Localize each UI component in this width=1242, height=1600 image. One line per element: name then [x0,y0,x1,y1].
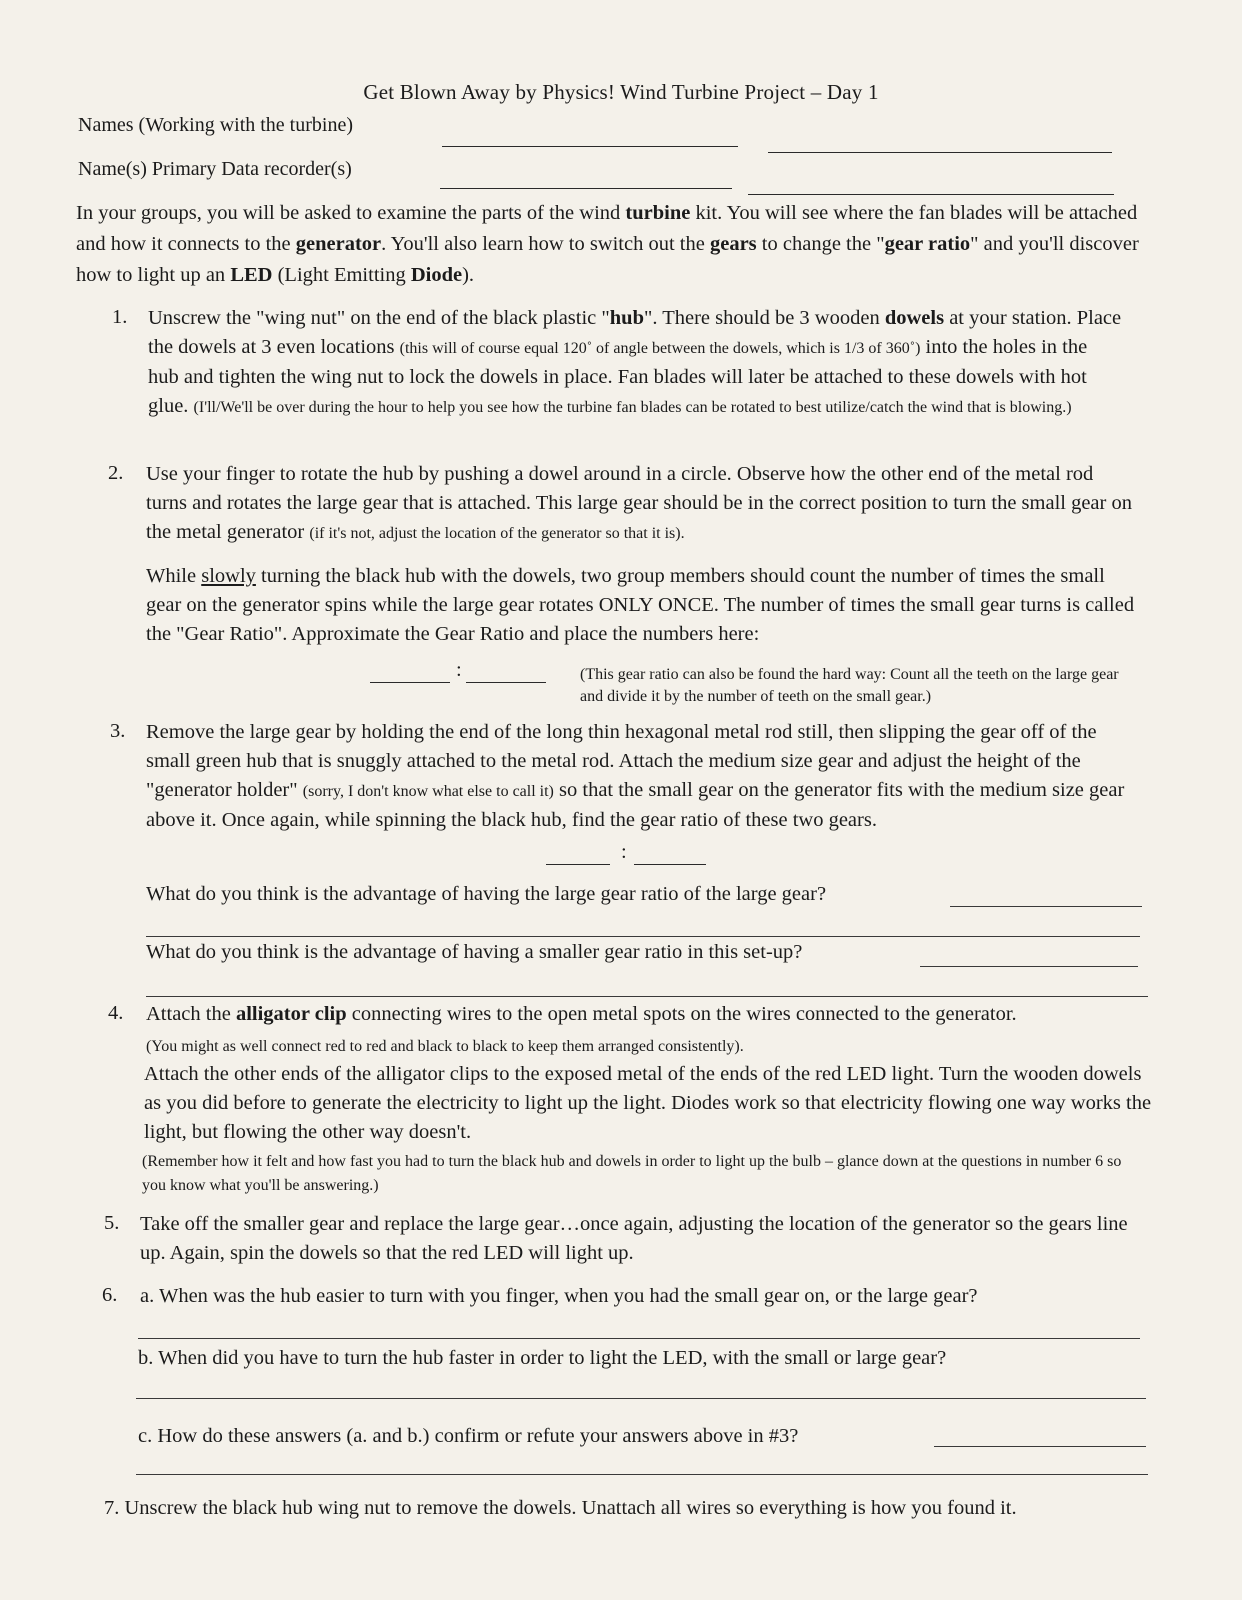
answer-line-6c-1[interactable] [934,1446,1146,1447]
names-blank-2[interactable] [768,152,1112,153]
step-3-question-2: What do you think is the advantage of having a smaller gear ratio in this set-up? [146,941,803,963]
step-7-text: 7. Unscrew the black hub wing nut to remove the dowels. Unattach all wires so everything is how you found it. [104,1497,1017,1519]
step-1-number: 1. [112,306,128,328]
step-1-text: Unscrew the "wing nut" on the end of the black plastic "hub". There should be 3 wooden dowels at your station. Place the dowels at 3 even locations (this will of course equal 120˚ of angle between the dowels, which is 1/3 of 360˚) into the holes in the hub and tighten the wing nut to lock the dowels in place. Fan blades will later be attached to these dowels with hot glue. (I'll/We'll be over during the hour to help you see how the turbine fan blades can be rotated to best utilize/catch the wind that is blowing.) [148,307,1122,417]
gear-ratio-blank-2[interactable] [466,682,546,683]
answer-line-6a[interactable] [138,1338,1140,1339]
step-4-text: Attach the other ends of the alligator clips to the exposed metal of the ends of the red LED light. Turn the wooden dowels as you did before to generate the electricity to light up the light. Diodes work so that electricity flowing one way works the light, but flowing the other way doesn't. [144,1063,1152,1143]
recorder-blank-2[interactable] [748,194,1114,195]
answer-line-6c-2[interactable] [136,1474,1148,1475]
step-2-paragraph-1: Use your finger to rotate the hub by pushing a dowel around in a circle. Observe how the other end of the metal rod turns and rotates the large gear that is attached. This large gear should be in the correct position to turn the small gear on the metal generator (if it's not, adjust the location of the generator so that it is). [146,463,1132,543]
step-3-question-1: What do you think is the advantage of having the large gear ratio of the large gear? [146,883,827,905]
intro-paragraph: In your groups, you will be asked to examine the parts of the wind turbine kit. You will see where the fan blades will be attached and how it connects to the generator. You'll also learn how to switch out the gears to change the "gear ratio" and you'll discover how to light up an LED (Light Emitting Diode). [76,202,1139,286]
gear-ratio-medium-blank-2[interactable] [634,864,706,865]
step-2-paragraph-2: While slowly turning the black hub with the dowels, two group members should count the number of times the small gear on the generator spins while the large gear rotates ONLY ONCE. The number of times the small gear turns is called the "Gear Ratio". Approximate the Gear Ratio and place the numbers here: [146,565,1135,645]
recorder-blank-1[interactable] [440,188,732,189]
answer-line-3a-1[interactable] [950,906,1142,907]
step-4-note-2: (Remember how it felt and how fast you had to turn the black hub and dowels in order to light up the bulb – glance down at the questions in number 6 so you know what you'll be answering.) [142,1153,1122,1194]
answer-line-3b-2[interactable] [146,996,1148,997]
gear-ratio-medium-colon: : [621,841,627,863]
step-6-number: 6. [102,1284,118,1306]
step-6-question-a: a. When was the hub easier to turn with you finger, when you had the small gear on, or the large gear? [140,1285,978,1307]
answer-line-3a-2[interactable] [146,936,1140,937]
step-4-note-1: (You might as well connect red to red and black to black to keep them arranged consistently). [146,1038,744,1055]
step-2-note: (This gear ratio can also be found the hard way: Count all the teeth on the large gear and divide it by the number of teeth on the small gear.) [580,666,1119,705]
step-6-question-b: b. When did you have to turn the hub faster in order to light the LED, with the small or large gear? [138,1347,947,1369]
gear-ratio-blank-1[interactable] [370,682,450,683]
gear-ratio-medium-blank-1[interactable] [546,864,610,865]
recorder-label: Name(s) Primary Data recorder(s) [78,158,352,180]
page-title: Get Blown Away by Physics! Wind Turbine Project – Day 1 [363,80,879,104]
answer-line-3b-1[interactable] [920,966,1138,967]
step-5-number: 5. [104,1212,120,1234]
names-blank-1[interactable] [442,146,738,147]
names-label: Names (Working with the turbine) [78,114,353,136]
step-6-question-c: c. How do these answers (a. and b.) confirm or refute your answers above in #3? [138,1425,799,1447]
gear-ratio-colon: : [456,659,462,681]
step-3-text: Remove the large gear by holding the end of the long thin hexagonal metal rod still, then slipping the gear off of the small green hub that is snuggly attached to the metal rod. Attach the medium size gear and adjust the height of the "generator holder" (sorry, I don't know what else to call it) so that the small gear on the generator fits with the medium size gear above it. Once again, while spinning the black hub, find the gear ratio of these two gears. [146,721,1125,831]
step-4-line-1: Attach the alligator clip connecting wires to the open metal spots on the wires connected to the generator. [146,1003,1017,1025]
step-4-number: 4. [108,1002,124,1024]
answer-line-6b[interactable] [136,1398,1146,1399]
step-2-number: 2. [108,462,124,484]
step-5-text: Take off the smaller gear and replace the large gear…once again, adjusting the location of the generator so the gears line up. Again, spin the dowels so that the red LED will light up. [140,1213,1128,1264]
step-3-number: 3. [110,720,126,742]
